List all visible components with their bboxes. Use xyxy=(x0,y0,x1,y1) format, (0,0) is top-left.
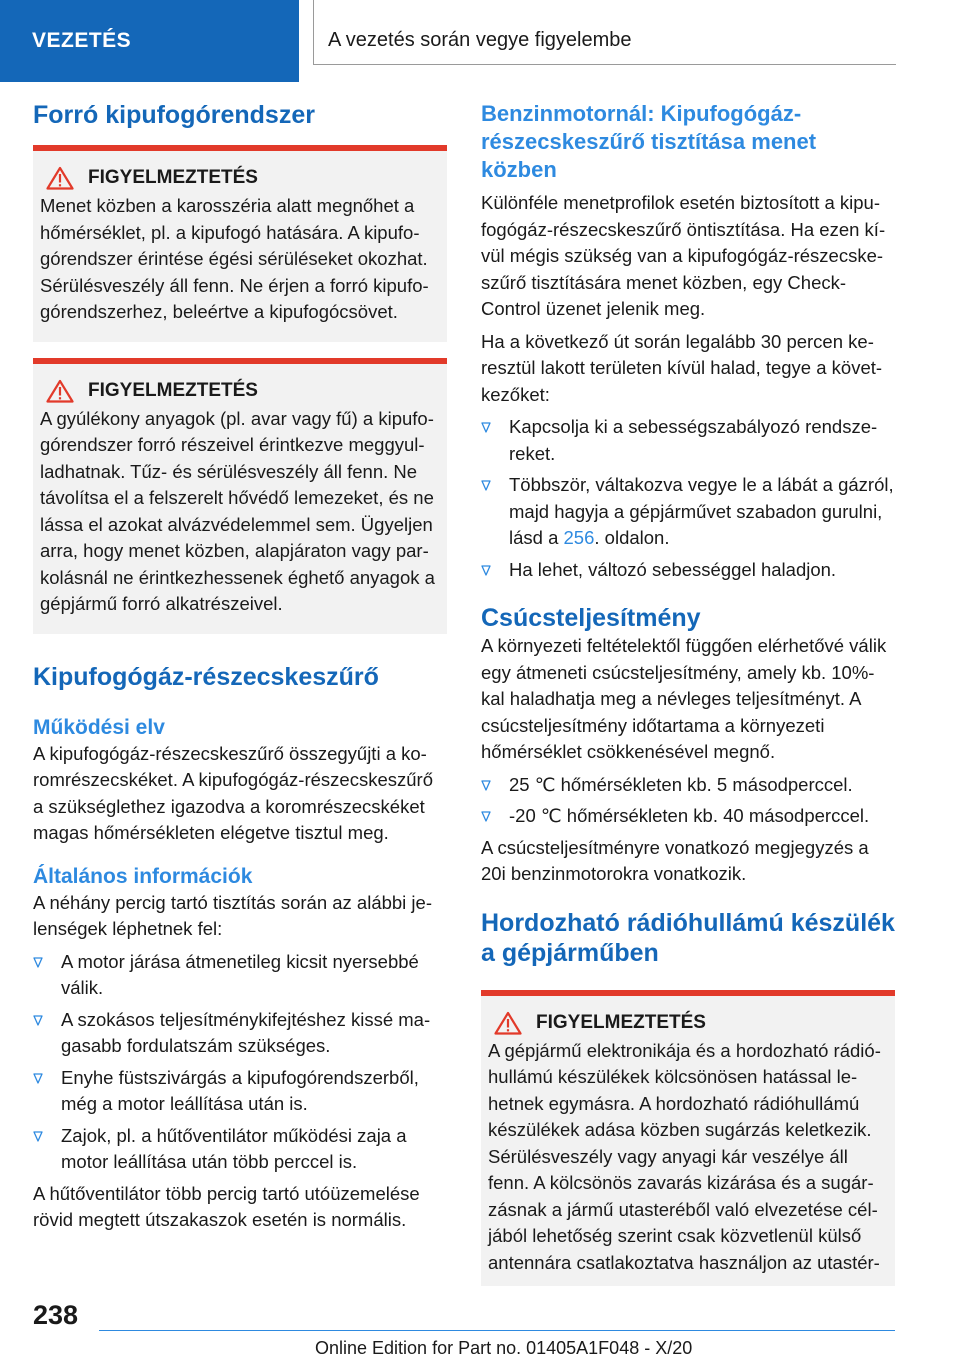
warning-box-1 xyxy=(33,145,447,342)
heading-portable-radio: Hordozható rádióhullámú készülék a gépjárműben xyxy=(481,908,895,967)
list-item: A szokásos teljesítménykifejtéshez kissé magasabb fordulatszám szükséges. xyxy=(33,1007,447,1060)
warning-text: Menet közben a karosszéria alatt megnőhet a hőmérséklet, pl. a kipufogó hatására. A kipufogórendszer érintése égési sérüléseket okozhat. Sérülésveszély áll fenn. Ne érjen a forró kipufogórendszerhez, beleértve a kipufogócsövet. xyxy=(40,195,429,322)
list-item: -20 ℃ hőmérsékleten kb. 40 másodperccel. xyxy=(481,803,895,830)
warning-triangle-icon xyxy=(46,379,74,403)
peak-power-list xyxy=(481,772,895,830)
subheading-general-info: Általános információk xyxy=(33,864,253,888)
warning-triangle-icon xyxy=(494,1011,522,1035)
paragraph-closing: A hűtőventilátor több percig tartó utóüzemelése rövid megtett útszakaszok esetén is normális. xyxy=(33,1182,420,1230)
paragraph-peak-power-note: A csúcsteljesítményre vonatkozó megjegyzés a 20i benzinmotorokra vonatkozik. xyxy=(481,836,869,884)
left-column xyxy=(33,100,447,1234)
warning-triangle-icon xyxy=(46,166,74,190)
heading-hot-exhaust: Forró kipufogórendszer xyxy=(33,101,315,129)
right-column xyxy=(481,100,895,1286)
bullet-triangle-icon xyxy=(33,1015,43,1026)
list-item: A motor járása átmenetileg kicsit nyersebbé válik. xyxy=(33,949,447,1002)
symptom-list xyxy=(33,949,447,1176)
paragraph-next-trip: Ha a következő út során legalább 30 percen keresztül lakott területen kívül halad, tegye a következőket: xyxy=(481,330,883,405)
list-item: Ha lehet, változó sebességgel haladjon. xyxy=(481,557,895,584)
paragraph-general-info: A néhány percig tartó tisztítás során az alábbi jelenségek léphetnek fel: xyxy=(33,891,433,939)
subheading-operating-principle: Működési elv xyxy=(33,715,165,739)
warning-text: A gyúlékony anyagok (pl. avar vagy fű) a kipufogórendszer forró részeivel érintkezve meggyulladhatnak. Tűz- és sérülésveszély áll fenn. Ne távolítsa el a felszerelt hővédő lemezeket, és ne lássa el azokat alvázvédelemmel sem. Ügyeljen arra, hogy menet közben, alapjáraton vagy parkolásnál ne érintkezhessenek éghető anyagok a gépjármű forró alkatrészeivel. xyxy=(40,407,435,614)
bullet-triangle-icon xyxy=(481,422,491,433)
bullet-triangle-icon xyxy=(481,565,491,576)
bullet-triangle-icon xyxy=(33,1073,43,1084)
paragraph-peak-power: A környezeti feltételektől függően elérhetővé válik egy átmeneti csúcsteljesítmény, amely kb. 10%-kal haladhatja meg a névleges teljesítményt. A csúcsteljesítmény időtartama a környezeti hőmérséklet csökkenésével megnő. xyxy=(481,635,887,762)
warning-box-3 xyxy=(481,990,895,1286)
list-item: Többször, váltakozva vegye le a lábát a gázról, majd hagyja a gépjárművet szabadon gurulni, lásd a 256. oldalon. xyxy=(481,472,895,552)
heading-peak-power: Csúcsteljesítmény xyxy=(481,604,701,632)
list-item: Kapcsolja ki a sebességszabályozó rendszereket. xyxy=(481,414,895,467)
heading-petrol-filter-cleaning: Benzinmotornál: Kipufogógáz-részecskeszűrő tisztítása menet közben xyxy=(481,101,817,182)
page-reference-link[interactable]: 256 xyxy=(563,527,595,548)
warning-label: FIGYELMEZTETÉS xyxy=(536,1011,706,1033)
warning-label: FIGYELMEZTETÉS xyxy=(88,167,258,188)
warning-label: FIGYELMEZTETÉS xyxy=(88,379,258,401)
warning-box-2 xyxy=(33,358,447,634)
paragraph-operating-principle: A kipufogógáz-részecskeszűrő összegyűjti a koromrészecskéket. A kipufogógáz-részecskeszűrő a szükséglethez igazodva a koromrészecskéket magas hőmérsékleten elégetve tisztul meg. xyxy=(33,742,433,843)
heading-particle-filter: Kipufogógáz-részecskeszűrő xyxy=(33,662,379,691)
bullet-triangle-icon xyxy=(33,957,43,968)
bullet-triangle-icon xyxy=(33,1131,43,1142)
bullet-triangle-icon xyxy=(481,811,491,822)
bullet-triangle-icon xyxy=(481,480,491,491)
header-section-tab xyxy=(0,0,299,82)
header-subtitle-box xyxy=(313,0,896,65)
bullet-triangle-icon xyxy=(481,780,491,791)
footer-divider xyxy=(99,1330,895,1331)
warning-text: A gépjármű elektronikája és a hordozható rádióhullámú készülékek kölcsönösen hatással lehetnek egymásra. A hordozható rádióhullámú készülékek adása közben sugárzás keletkezik. Sérülésveszély vagy anyagi kár veszélye áll fenn. A kölcsönös zavarás kizárása és a sugárzásnak a jármű utasteréből való elvezetése céljából lehetőség szerint csak közvetlenül külső antennára csatlakoztatva használjon az utastér- xyxy=(488,1039,881,1273)
footer-edition: Online Edition for Part no. 01405A1F048 - X/20 xyxy=(315,1338,693,1358)
header-subtitle: A vezetés során vegye figyelembe xyxy=(328,29,632,51)
cleaning-steps-list xyxy=(481,414,895,583)
list-item: 25 ℃ hőmérsékleten kb. 5 másodperccel. xyxy=(481,772,895,799)
paragraph-self-cleaning: Különféle menetprofilok esetén biztosított a kipufogógáz-részecskeszűrő öntisztítása. Ha ezen kívül mégis szükség van a kipufogógáz-részecskeszűrő tisztítására menet közben, egy Check-Control üzenet jelenik meg. xyxy=(481,192,886,319)
list-item: Enyhe füstszivárgás a kipufogórendszerből, még a motor leállítása után is. xyxy=(33,1065,447,1118)
page-number: 238 xyxy=(33,1300,79,1330)
header-section-label: VEZETÉS xyxy=(32,29,132,52)
list-item: Zajok, pl. a hűtőventilátor működési zaja a motor leállítása után több perccel is. xyxy=(33,1123,447,1176)
